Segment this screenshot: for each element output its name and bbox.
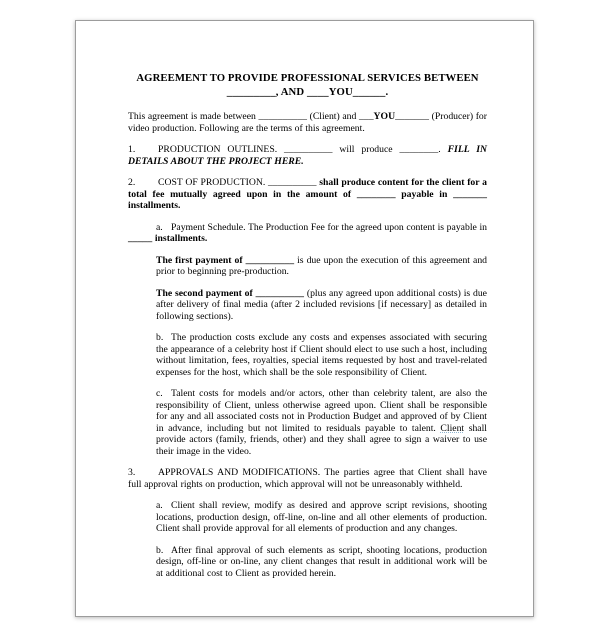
- clause-2a-payment-schedule: [128, 222, 487, 245]
- intro-paragraph: [128, 111, 487, 134]
- section-2-cost-of-production: [128, 177, 487, 212]
- text-run: The production costs exclude any costs and expenses associated with securing the appearance of a celebrity host if Client should elect to use such a host, including without limitation, fees, royalties, special items requested by host and travel-related expenses for the host, which shall be the sole responsibility of Client.: [156, 332, 487, 378]
- text-run: The second payment of __________: [156, 287, 307, 299]
- section-3-approvals-modifications: [128, 467, 487, 490]
- list-marker: a.: [156, 221, 163, 233]
- document-page: [75, 20, 534, 617]
- text-run: PRODUCTION OUTLINES. __________ will produce ________.: [158, 144, 448, 155]
- text-run: is due upon the execution of this agreement and prior to beginning pre-production.: [156, 254, 488, 277]
- text-run: Client shall review, modify as desired and approve script revisions, shooting locations, production design, off-line, on-line and all other elements of production. Client shall provide approval for all elements of production and any changes.: [156, 500, 487, 534]
- text-run: shall produce content for the client for a total fee mutually agreed upon in the amount of ________ payable in _______ installments.: [128, 177, 487, 211]
- text-run: shall provide actors (family, friends, other) and they shall agree to sign a waiver to use their image in the video.: [156, 422, 487, 457]
- list-marker: 1.: [128, 144, 136, 155]
- text-run: (plus any agreed upon additional costs) is due after delivery of final media (after 2 included revisions [if necessary] as detailed in following sections).: [156, 287, 487, 322]
- list-marker: b.: [156, 544, 164, 556]
- document-title: [128, 71, 487, 99]
- text-run: Payment Schedule. The Production Fee for the agreed upon content is payable in: [171, 221, 487, 233]
- section-1-production-outlines: [128, 144, 487, 167]
- clause-second-payment: [156, 288, 487, 323]
- clause-2b-celebrity-costs: [156, 332, 487, 378]
- text-run: Client: [440, 422, 465, 434]
- list-marker: c.: [156, 388, 163, 399]
- document-title-line-2: _________, AND ____YOU______.: [226, 86, 389, 98]
- text-run: Talent costs for models and/or actors, other than celebrity talent, are also the responsibility of Client, unless otherwise agreed upon. Client shall be responsible for any and all associated costs not in Production Budget and approved of by Client in advance, including but not limited to residuals payable to talent.: [156, 388, 487, 434]
- text-run: The first payment of __________: [156, 254, 298, 266]
- clause-2c-talent-costs: [156, 388, 487, 457]
- clause-3b-final-approval: [156, 545, 487, 580]
- list-marker: 3.: [128, 467, 136, 478]
- list-marker: b.: [156, 332, 164, 343]
- text-run: APPROVALS AND MODIFICATIONS. The parties agree that Client shall have full approval rights on production, which approval will not be unreasonably withheld.: [128, 467, 487, 490]
- text-run: _____ installments.: [128, 233, 208, 244]
- text-run: This agreement is made between __________ (Client) and ___: [128, 111, 374, 122]
- text-run: _______ (Producer) for video production. Following are the terms of this agreement.: [128, 111, 487, 134]
- text-run: After final approval of such elements as script, shooting locations, production design, off-line or on-line, any client changes that result in additional work will be at additional cost to Client as provided herein.: [156, 544, 487, 579]
- list-marker: 2.: [128, 177, 136, 188]
- text-run: FILL IN DETAILS ABOUT THE PROJECT HERE.: [128, 144, 487, 167]
- text-run: YOU: [373, 111, 396, 122]
- clause-first-payment: [156, 255, 487, 278]
- document-body: [128, 111, 487, 579]
- text-run: COST OF PRODUCTION. __________: [158, 177, 320, 188]
- list-marker: a.: [156, 500, 163, 511]
- document-title-line-1: AGREEMENT TO PROVIDE PROFESSIONAL SERVICES BETWEEN: [136, 72, 479, 84]
- clause-3a-client-review: [156, 500, 487, 535]
